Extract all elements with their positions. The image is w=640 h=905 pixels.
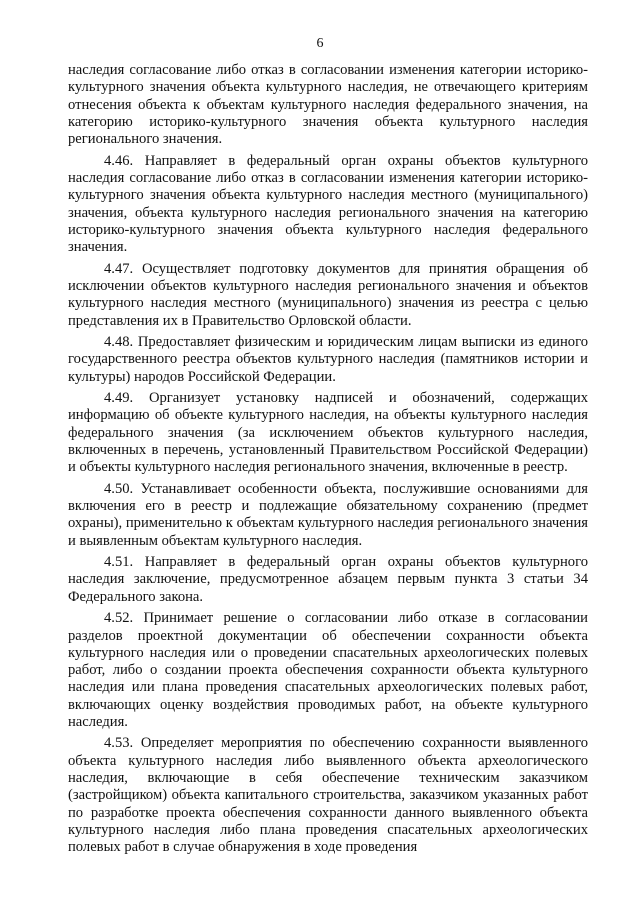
paragraph-number: 4.48. [104,334,134,351]
paragraph-text: Предоставляет физическим и юридическим лицам выписки из единого государственного реестра объектов культурного наследия (памятников истории и культуры) народов Российской Федерации. [68,334,588,385]
paragraph-number: 4.52. [104,610,134,627]
paragraph-text: Устанавливает особенности объекта, послужившие основаниями для включения его в реестр и подлежащие обязательному сохранению (предмет охраны), применительно к объектам культурного наследия регионального значения и выявленным объектам культурного наследия. [68,480,588,549]
paragraph-number: 4.50. [104,480,134,497]
paragraph-4-52 [68,610,588,731]
paragraph-number: 4.47. [104,260,134,277]
paragraph-number: 4.46. [104,152,134,169]
paragraph-text: наследия согласование либо отказ в согласовании изменения категории историко-культурного значения объекта культурного наследия, не отвечающего критериям отнесения объекта к объектам культурного наследия федерального значения, на категорию историко-культурного значения объекта культурного наследия регионального значения. [68,62,588,148]
paragraph-continuation [68,62,588,148]
paragraph-text: Принимает решение о согласовании либо отказе в согласовании разделов проектной документации об обеспечении сохранности объекта культурного наследия или о проведении спасательных археологических полевых работ, либо о создании проекта обеспечения сохранности объекта культурного наследия или плана проведения спасательных археологических полевых работ, включающих оценку воздействия проводимых работ, на объекте культурного наследия. [68,610,588,730]
paragraph-4-53 [68,735,588,856]
paragraph-4-46 [68,153,588,257]
paragraph-text: Определяет мероприятия по обеспечению сохранности выявленного объекта культурного наследия либо выявленного объекта археологического наследия, включающие в себя обеспечение техническим заказчиком (застройщиком) объекта капитального строительства, заказчиком указанных работ по разработке проекта обеспечения сохранности данного выявленного объекта культурного наследия либо плана проведения спасательных археологических полевых работ в случае обнаружения в ходе проведения [68,735,588,856]
paragraph-4-51 [68,554,588,606]
paragraph-4-47 [68,261,588,330]
page-number: 6 [316,36,324,51]
paragraph-4-49 [68,390,588,476]
paragraph-4-50 [68,481,588,550]
paragraph-number: 4.51. [104,554,134,571]
paragraph-text: Направляет в федеральный орган охраны объектов культурного наследия согласование либо отказ в согласовании изменения категории историко-культурного значения объекта культурного наследия местного (муниципального) значения, объекта культурного наследия регионального значения на категорию историко-культурного значения объекта культурного наследия федерального значения. [68,152,589,256]
paragraph-number: 4.49. [104,390,134,407]
paragraph-text: Организует установку надписей и обозначений, содержащих информацию об объекте культурного наследия, на объекты культурного наследия федерального значения (за исключением объектов культурного наследия, включенных в перечень, установленный Правительством Российской Федерации) и объекты культурного наследия регионального значения, включенные в реестр. [68,390,588,476]
document-body [68,62,588,861]
paragraph-4-48 [68,334,588,386]
paragraph-text: Осуществляет подготовку документов для принятия обращения об исключении объектов культурного наследия регионального значения и объектов культурного наследия местного (муниципального) значения из реестра с целью представления их в Правительство Орловской области. [68,260,589,329]
paragraph-text: Направляет в федеральный орган охраны объектов культурного наследия заключение, предусмотренное абзацем первым пункта 3 статьи 34 Федерального закона. [68,554,589,605]
paragraph-number: 4.53. [104,735,134,752]
